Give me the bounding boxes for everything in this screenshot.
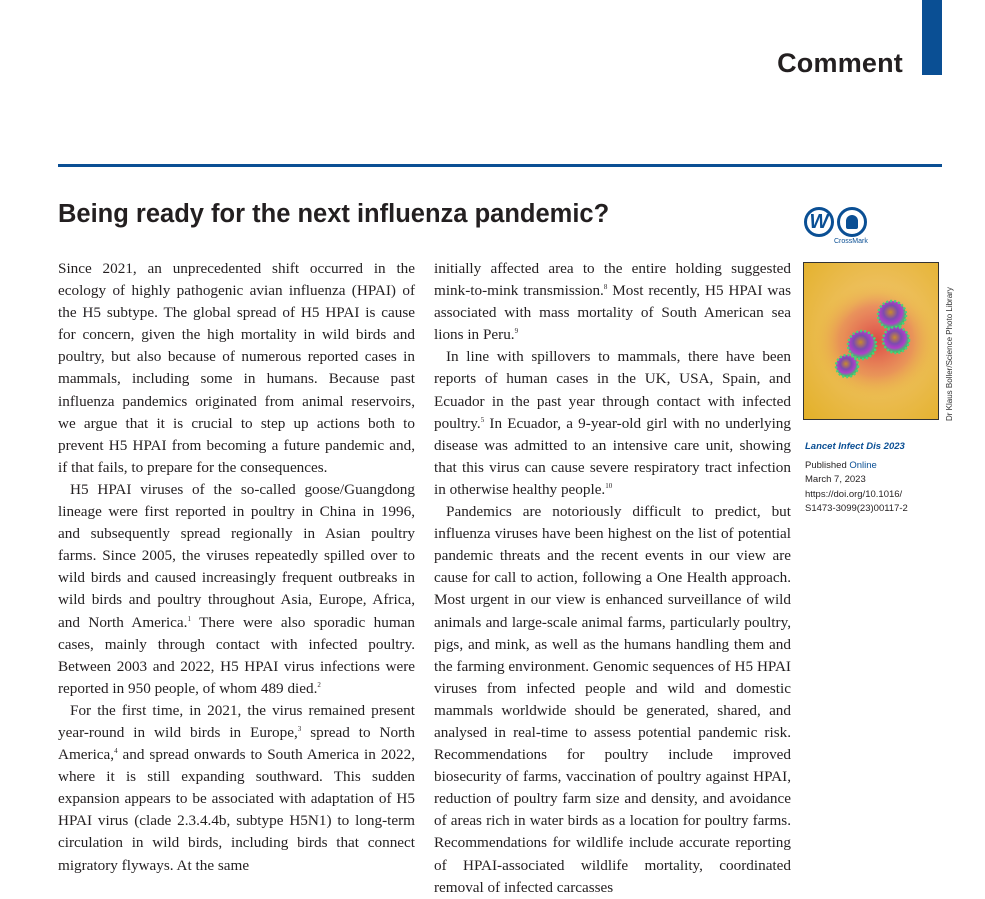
wiley-w-icon[interactable]: [804, 207, 834, 237]
reference-marker[interactable]: 2: [317, 680, 321, 689]
virus-micrograph-svg: [804, 263, 939, 420]
paragraph-text: There were also sporadic human cases, mainly through contact with infected poultry. Between 2003 and 2022, H5 HPAI virus infections were reported in 950 people, of whom 489 died.: [58, 613, 415, 697]
article-badges: [804, 207, 874, 249]
header-rule: [58, 164, 942, 167]
paragraph-text: spread to North America,: [58, 723, 415, 764]
reference-marker[interactable]: 3: [297, 724, 302, 733]
reference-marker[interactable]: 4: [114, 747, 118, 756]
body-column-1: [58, 258, 415, 877]
paragraph-text: and spread onwards to South America in 2022, where it is still expanding southward. This sudden expansion appears to be associated with adaptation of H5 HPAI virus (clade 2.3.4.4b, subtype H5N1) to long-term circulation in wild birds, including birds that connect migratory flyways. At the same: [58, 746, 415, 874]
publish-date: March 7, 2023: [805, 474, 866, 485]
published-online-label: Online: [849, 459, 877, 471]
paragraph-text: In Ecuador, a 9-year-old girl with no underlying disease was admitted to an intensive care unit, showing that this virus can cause severe respiratory tract infection in otherwise healthy people.: [434, 414, 791, 498]
published-label: Published: [805, 459, 850, 471]
reference-marker[interactable]: 9: [514, 327, 519, 336]
section-color-tab: [922, 0, 942, 75]
wiley-w-letter: W: [809, 210, 829, 233]
article-metadata: [805, 440, 945, 517]
virus-micrograph-image: [803, 262, 939, 420]
paragraph: [58, 479, 415, 700]
paragraph-text: Pandemics are notoriously difficult to predict, but influenza viruses have been highest on the list of potential pandemic threats and the recent events in our view are cause for call to action, following a One Health approach. Most urgent in our view is enhanced surveillance of wild animals and large-scale animal farms, particularly poultry, pigs, and mink, as well as the humans handling them and the farming environment. Genomic sequences of H5 HPAI viruses from infected people and wild and domestic mammals worldwide should be generated, shared, and analysed in real-time to assess potential pandemic risk. Recommendations for poultry include improved biosecurity of farms, vaccination of poultry against HPAI, reduction of poultry farm size and density, and avoidance of areas rich in water birds as a location for poultry farms. Recommendations for wildlife include accurate reporting of HPAI-associated wildlife mortality, coordinated removal of infected carcasses: [434, 503, 791, 896]
reference-marker[interactable]: 10: [605, 481, 613, 490]
paragraph: [434, 346, 791, 501]
section-label: Comment: [777, 48, 903, 78]
reference-marker[interactable]: 5: [480, 415, 485, 424]
reference-marker[interactable]: 1: [187, 614, 191, 623]
paragraph: [434, 258, 791, 346]
paragraph: [434, 501, 791, 899]
article-title: Being ready for the next influenza pandemic?: [58, 200, 610, 228]
paragraph-text: H5 HPAI viruses of the so-called goose/Guangdong lineage were first reported in poultry in China in 1996, and subsequently spread regionally in Asian poultry farms. Since 2005, the viruses repeatedly spilled over to wild birds and caused increasingly frequent outbreaks in wild birds and poultry throughout Asia, Europe, Africa, and North America.: [58, 480, 415, 631]
body-column-2: [434, 258, 791, 899]
paragraph-text: initially affected area to the entire holding suggested mink-to-mink transmission.: [434, 260, 791, 300]
crossmark-label: CrossMark: [834, 238, 868, 245]
crossmark-icon[interactable]: [837, 207, 867, 237]
paragraph: [58, 700, 415, 877]
photo-credit: Dr Klaus Boller/Science Photo Library: [945, 287, 954, 421]
doi-line-2[interactable]: S1473-3099(23)00117-2: [805, 503, 908, 514]
paragraph-text: In line with spillovers to mammals, there have been reports of human cases in the UK, USA, Spain, and Ecuador in the past year through contact with infected poultry.: [434, 348, 791, 432]
published-line: [805, 459, 945, 474]
reference-marker[interactable]: 8: [603, 283, 608, 292]
paragraph-text: For the first time, in 2021, the virus remained present year-round in wild birds in Europe,: [58, 701, 415, 741]
paragraph-text: Most recently, H5 HPAI was associated with mass mortality of South American sea lions in Peru.: [434, 282, 792, 344]
paragraph: [58, 258, 415, 479]
paragraph-text: Since 2021, an unprecedented shift occurred in the ecology of highly pathogenic avian influenza (HPAI) of the H5 subtype. The global spread of H5 HPAI is cause for concern, given the high mortality in wild birds and poultry, but also because of numerous reported cases in mammals, including some in humans. Because past influenza pandemics originated from animal reservoirs, we argue that it is crucial to step up actions both to prevent H5 HPAI from becoming a future pandemic and, if that fails, to prepare for the consequences.: [58, 260, 415, 476]
doi-line-1[interactable]: https://doi.org/10.1016/: [805, 488, 903, 500]
journal-citation[interactable]: Lancet Infect Dis 2023: [805, 441, 905, 452]
